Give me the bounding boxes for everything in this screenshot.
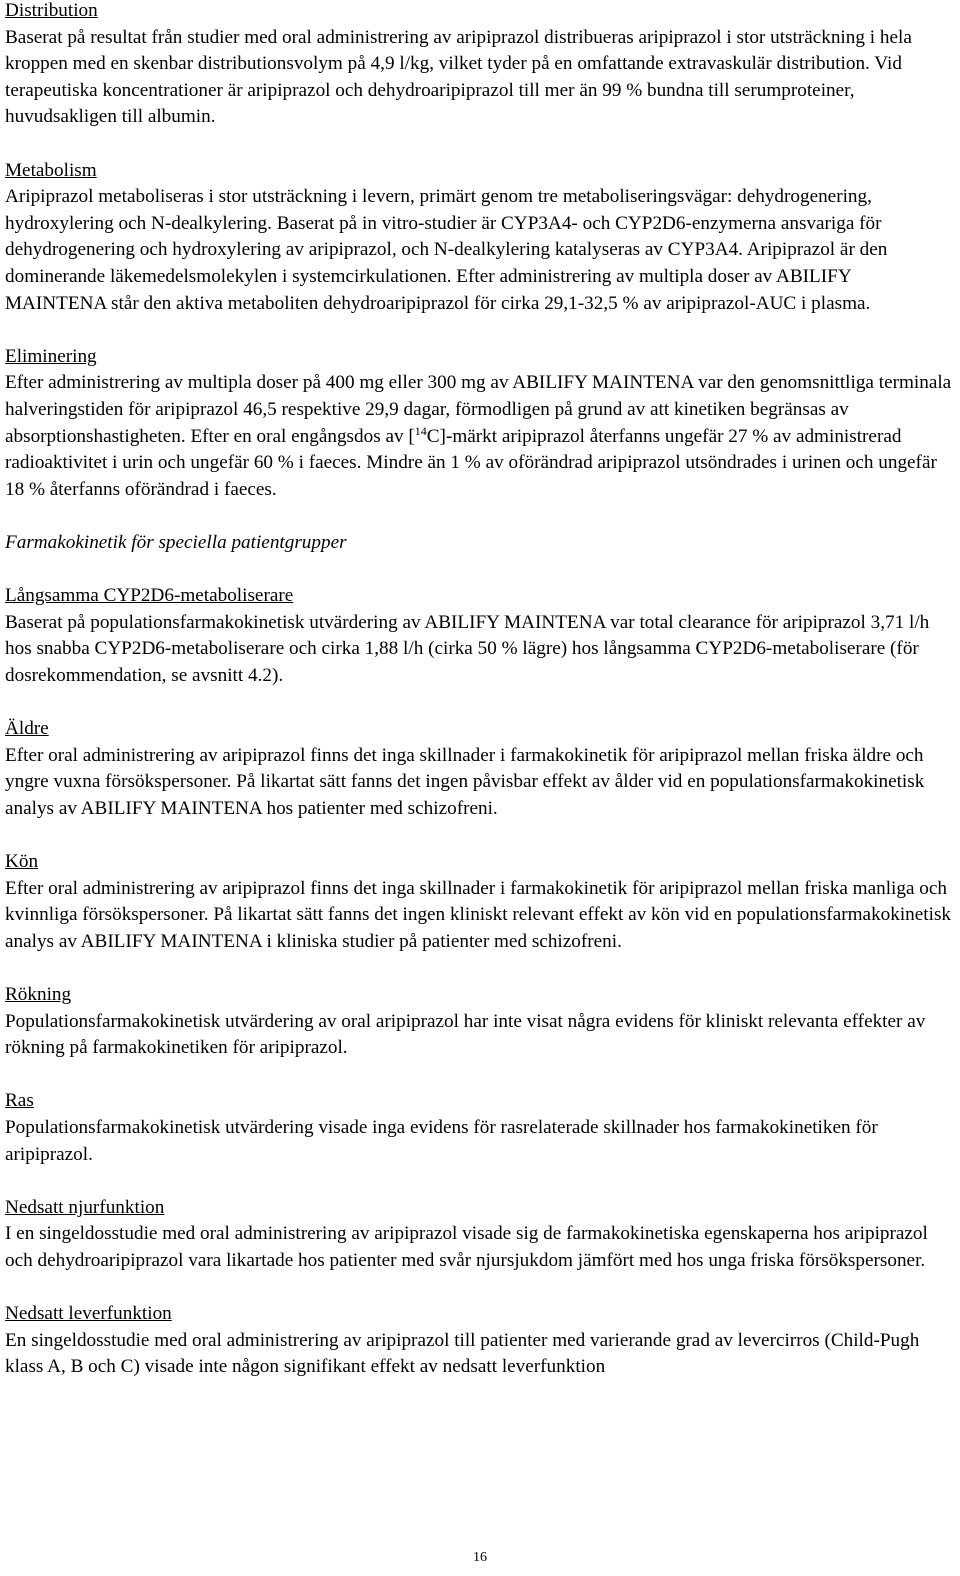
section-special-populations (5, 530, 955, 557)
section-aldre (5, 716, 955, 822)
section-text: Baserat på resultat från studier med oral administrering av aripiprazol distribueras aripiprazol i stor utsträckning i hela kroppen med en skenbar distributionsvolym på 4,9 l/kg, vilket tyder på en omfattande extravaskulär distribution. Vid terapeutiska koncentrationer är aripiprazol och dehydroaripiprazol till mer än 99 % bundna till serumproteiner, huvudsakligen till albumin. (5, 26, 912, 128)
section-ras (5, 1088, 955, 1168)
section-distribution (5, 0, 955, 131)
section-text: Aripiprazol metaboliseras i stor utsträckning i levern, primärt genom tre metaboliseringsvägar: dehydrogenering, hydroxylering och N-dealkylering. Baserat på in vitro-studier är CYP3A4- och CYP2D6-enzymerna ansvariga för dehydrogenering och hydroxylering av aripiprazol, och N-dealkylering katalyseras av CYP3A4. Aripiprazol är den dominerande läkemedelsmolekylen i systemcirkulationen. Efter administrering av multipla doser av ABILIFY MAINTENA står den aktiva metaboliten dehydroaripiprazol för cirka 29,1-32,5 % av aripiprazol-AUC i plasma. (5, 186, 888, 314)
section-text (5, 370, 955, 503)
isotope-superscript: 14 (414, 423, 427, 438)
section-kon (5, 849, 955, 955)
text-part: Efter administrering av multipla doser på 400 mg eller 300 mg av ABILIFY MAINTENA var den genomsnittliga terminala halveringstiden för aripiprazol 46,5 respektive 29,9 dagar, förmodligen på grund av att kinetiken begränsas av absorptionshastigheten. Efter en oral engångsdos av [ (5, 372, 952, 447)
section-heading: Distribution (5, 0, 98, 21)
section-heading: Metabolism (5, 159, 97, 181)
section-njurfunktion (5, 1195, 955, 1275)
section-text: Populationsfarmakokinetisk utvärdering visade inga evidens för rasrelaterade skillnader hos farmakokinetiken för aripiprazol. (5, 1116, 878, 1165)
section-text: Efter oral administrering av aripiprazol finns det inga skillnader i farmakokinetik för aripiprazol mellan friska manliga och kvinnliga försökspersoner. På likartat sätt fanns det ingen kliniskt relevant effekt av kön vid en populationsfarmakokinetisk analys av ABILIFY MAINTENA i kliniska studier på patienter med schizofreni. (5, 877, 952, 952)
document-page (5, 0, 955, 1407)
section-heading: Eliminering (5, 345, 97, 367)
section-heading: Äldre (5, 718, 49, 740)
section-rokning (5, 982, 955, 1062)
text-part: C]-märkt aripiprazol återfanns ungefär 27 % av administrerad radioaktivitet i urin och ungefär 60 % i faeces. Mindre än 1 % av oförändrad aripiprazol utsöndrades i urinen och ungefär 18 % återfanns oförändrad i faeces. (5, 425, 937, 500)
section-text: En singeldosstudie med oral administrering av aripiprazol till patienter med varierande grad av levercirros (Child-Pugh klass A, B och C) visade inte någon signifikant effekt av nedsatt leverfunktion (5, 1329, 920, 1378)
section-cyp2d6 (5, 583, 955, 689)
section-heading: Rökning (5, 983, 72, 1005)
section-metabolism (5, 158, 955, 318)
section-heading: Kön (5, 851, 39, 872)
section-heading: Ras (5, 1090, 34, 1112)
section-heading: Långsamma CYP2D6-metaboliserare (5, 585, 294, 607)
page-number: 16 (473, 1550, 487, 1565)
section-text: Efter oral administrering av aripiprazol finns det inga skillnader i farmakokinetik för aripiprazol mellan friska äldre och yngre vuxna försökspersoner. På likartat sätt fanns det ingen påvisbar effekt av ålder vid en populationsfarmakokinetisk analys av ABILIFY MAINTENA hos patienter med schizofreni. (5, 744, 925, 819)
section-text: Baserat på populationsfarmakokinetisk utvärdering av ABILIFY MAINTENA var total clearance för aripiprazol 3,71 l/h hos snabba CYP2D6-metaboliserare och cirka 1,88 l/h (cirka 50 % lägre) hos långsamma CYP2D6-metaboliserare (för dosrekommendation, se avsnitt 4.2). (5, 611, 930, 686)
section-eliminering (5, 344, 955, 504)
subsection-title: Farmakokinetik för speciella patientgrupper (5, 531, 347, 553)
section-text: I en singeldosstudie med oral administrering av aripiprazol visade sig de farmakokinetiska egenskaperna hos aripiprazol och dehydroaripiprazol vara likartade hos patienter med svår njursjukdom jämfört med hos unga friska försökspersoner. (5, 1223, 928, 1271)
section-heading: Nedsatt leverfunktion (5, 1303, 172, 1325)
section-text: Populationsfarmakokinetisk utvärdering av oral aripiprazol har inte visat några evidens för kliniskt relevanta effekter av rökning på farmakokinetiken för aripiprazol. (5, 1010, 926, 1059)
section-heading: Nedsatt njurfunktion (5, 1196, 165, 1218)
section-leverfunktion (5, 1301, 955, 1381)
